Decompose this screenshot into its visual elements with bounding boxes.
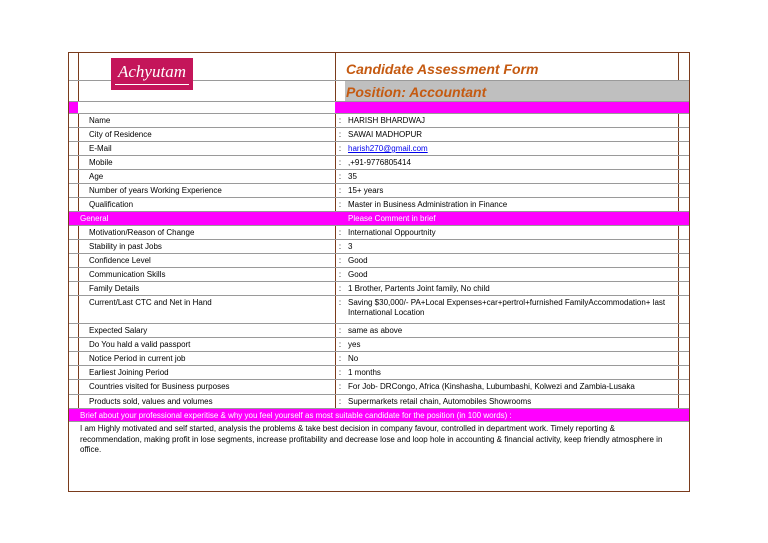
products-row: [69, 395, 689, 409]
colon: :: [338, 186, 342, 195]
name-row: [69, 114, 689, 128]
family-row: [69, 282, 689, 296]
colon: :: [338, 354, 342, 363]
motivation-value[interactable]: International Oppourtnity: [348, 228, 436, 237]
confidence-value[interactable]: Good: [348, 256, 368, 265]
family-value[interactable]: 1 Brother, Partents Joint family, No child: [348, 284, 490, 293]
expected-salary-row: [69, 324, 689, 338]
email-link[interactable]: harish270@gmail.com: [348, 144, 428, 153]
name-value[interactable]: HARISH BHARDWAJ: [348, 116, 426, 125]
age-value[interactable]: 35: [348, 172, 357, 181]
brief-row: [69, 422, 689, 491]
field-label: Notice Period in current job: [89, 354, 186, 363]
general-comment-hint: Please Comment in brief: [348, 214, 436, 223]
joining-period-row: [69, 366, 689, 380]
field-label: Number of years Working Experience: [89, 186, 222, 195]
notice-period-value[interactable]: No: [348, 354, 359, 363]
colon: :: [338, 242, 342, 251]
field-label: E-Mail: [89, 144, 112, 153]
field-label: Countries visited for Business purposes: [89, 382, 230, 391]
field-label: Current/Last CTC and Net in Hand: [89, 298, 212, 307]
general-label: General: [80, 214, 109, 223]
city-row: [69, 128, 689, 142]
position-row: [69, 81, 689, 102]
form-title: Candidate Assessment Form: [346, 61, 539, 77]
header-separator: [69, 102, 689, 114]
colon: :: [338, 228, 342, 237]
confidence-row: [69, 254, 689, 268]
colon: :: [338, 270, 342, 279]
joining-period-value[interactable]: 1 months: [348, 368, 381, 377]
brief-header-text: Brief about your professional experitise & why you feel yourself as most suitable candidate for the position (in 100 words) :: [80, 411, 512, 420]
colon: :: [338, 397, 342, 406]
field-label: Stability in past Jobs: [89, 242, 162, 251]
field-label: Family Details: [89, 284, 140, 293]
field-label: City of Residence: [89, 130, 152, 139]
field-label: Earliest Joining Period: [89, 368, 169, 377]
field-label: Do You hald a valid passport: [89, 340, 191, 349]
experience-row: [69, 184, 689, 198]
position-title: Position: Accountant: [346, 84, 487, 100]
communication-value[interactable]: Good: [348, 270, 368, 279]
field-label: Name: [89, 116, 111, 125]
colon: :: [338, 284, 342, 293]
passport-row: [69, 338, 689, 352]
stability-value[interactable]: 3: [348, 242, 353, 251]
field-label: Products sold, values and volumes: [89, 397, 213, 406]
countries-row: [69, 380, 689, 395]
qualification-row: [69, 198, 689, 212]
products-value[interactable]: Supermarkets retail chain, Automobiles Showrooms: [348, 397, 532, 406]
field-label: Motivation/Reason of Change: [89, 228, 195, 237]
colon: :: [338, 326, 342, 335]
mobile-row: [69, 156, 689, 170]
email-row: [69, 142, 689, 156]
company-logo: Achyutam: [111, 58, 193, 90]
experience-value[interactable]: 15+ years: [348, 186, 384, 195]
brief-section-header: [69, 409, 689, 422]
colon: :: [338, 172, 342, 181]
colon: :: [338, 158, 342, 167]
general-section-header: [69, 212, 689, 226]
age-row: [69, 170, 689, 184]
mobile-value[interactable]: ,+91-9776805414: [348, 158, 411, 167]
colon: :: [338, 130, 342, 139]
colon: :: [338, 144, 342, 153]
ctc-row: [69, 296, 689, 324]
expected-salary-value[interactable]: same as above: [348, 326, 403, 335]
field-label: Communication Skills: [89, 270, 166, 279]
colon: :: [338, 382, 342, 391]
colon: :: [338, 116, 342, 125]
colon: :: [338, 368, 342, 377]
field-label: Confidence Level: [89, 256, 151, 265]
field-label: Expected Salary: [89, 326, 148, 335]
email-value-cell: [345, 142, 689, 155]
countries-value[interactable]: For Job- DRCongo, Africa (Kinshasha, Lubumbashi, Kolwezi and Zambia-Lusaka: [348, 382, 635, 391]
notice-period-row: [69, 352, 689, 366]
motivation-row: [69, 226, 689, 240]
passport-value[interactable]: yes: [348, 340, 361, 349]
field-label: Qualification: [89, 200, 134, 209]
city-value[interactable]: SAWAI MADHOPUR: [348, 130, 423, 139]
brief-text[interactable]: I am Highly motivated and self started, analysis the problems & take best decision in company favour, controlled in department work. Timely reporting & recommendation, making profit in lose segments, increase profitability and decrease lose and loop hole in accounting & financial activity, keep friendly atmosphere in office.: [80, 424, 663, 454]
stability-row: [69, 240, 689, 254]
communication-row: [69, 268, 689, 282]
colon: :: [338, 298, 342, 307]
field-label: Mobile: [89, 158, 113, 167]
colon: :: [338, 256, 342, 265]
colon: :: [338, 340, 342, 349]
assessment-form: [68, 52, 690, 492]
qualification-value[interactable]: Master in Business Administration in Finance: [348, 200, 508, 209]
separator-white-gap: [78, 102, 335, 113]
ctc-value[interactable]: Saving $30,000/- PA+Local Expenses+car+pertrol+furnished FamilyAccommodation+ last International Location: [348, 298, 666, 317]
field-label: Age: [89, 172, 104, 181]
colon: :: [338, 200, 342, 209]
